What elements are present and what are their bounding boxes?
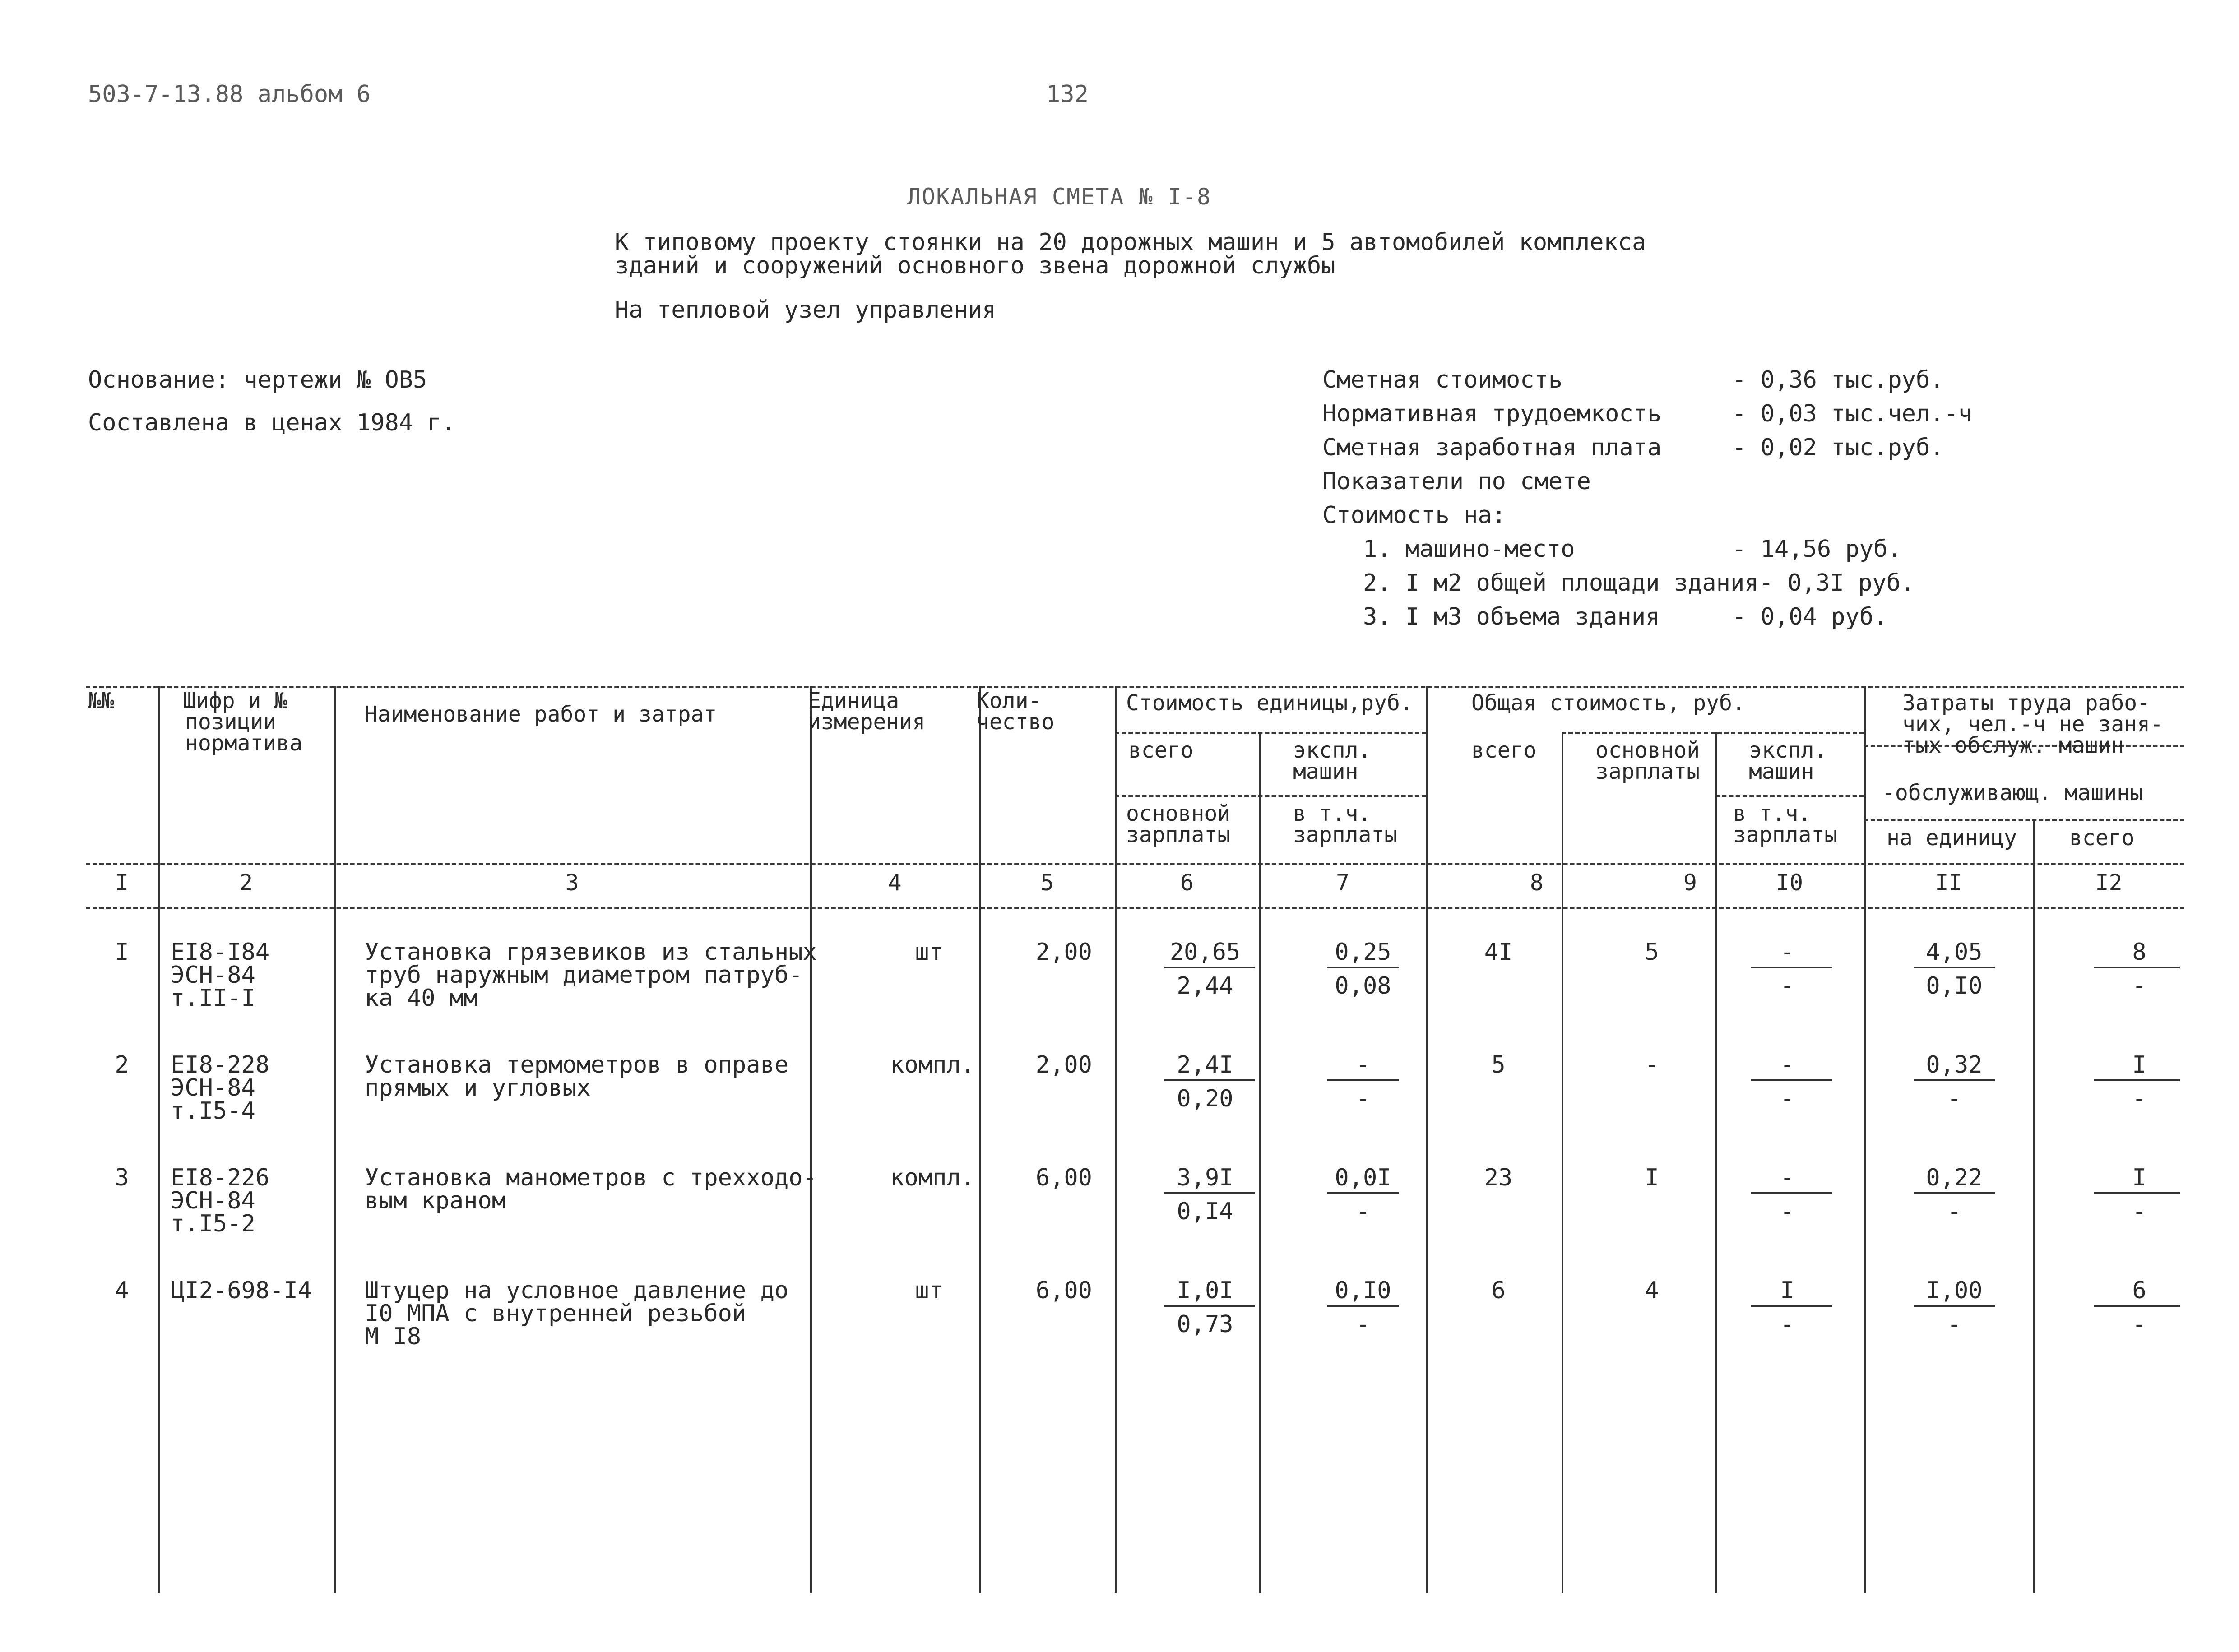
row-unit-wage: 0,73 xyxy=(1177,1311,1233,1338)
col-divider xyxy=(979,686,981,1593)
header-total-wage: зарплаты xyxy=(1595,759,1700,784)
row-labor-unit: 0,22 xyxy=(1926,1164,1983,1191)
colnum-bottom-rule xyxy=(86,907,2184,909)
row-labor-total: I xyxy=(2132,1164,2146,1191)
fraction-bar xyxy=(2094,967,2180,968)
column-number: 4 xyxy=(888,870,902,896)
row-unit-mach: 0,25 xyxy=(1335,939,1391,966)
fraction-bar xyxy=(1914,1079,1995,1081)
indicator-value: - 0,3I руб. xyxy=(1759,569,1915,597)
row-total-wage: I xyxy=(1645,1164,1659,1191)
row-total-wage: 4 xyxy=(1645,1277,1659,1304)
fraction-bar xyxy=(1751,1192,1832,1194)
object-name: На тепловой узел управления xyxy=(615,296,997,324)
header-total-all: всего xyxy=(1471,738,1537,763)
row-unit: компл. xyxy=(890,1164,975,1191)
header-bottom-rule xyxy=(86,863,2184,865)
basis-prices: Составлена в ценах 1984 г. xyxy=(88,409,455,436)
row-work-name: М I8 xyxy=(365,1323,422,1350)
fraction-bar xyxy=(1327,1079,1399,1081)
row-quantity: 6,00 xyxy=(1035,1277,1092,1304)
header-unit-total: всего xyxy=(1128,738,1194,763)
col-divider xyxy=(810,686,812,1593)
row-code: ЭСН-84 xyxy=(171,962,255,989)
row-total-all: 4I xyxy=(1484,939,1513,966)
row-total-incl: - xyxy=(1780,1198,1794,1225)
row-unit-incl: - xyxy=(1356,1085,1370,1112)
row-work-name: Установка термометров в оправе xyxy=(365,1051,789,1078)
row-work-name: вым краном xyxy=(365,1187,506,1214)
row-labor-unit-serv: 0,I0 xyxy=(1926,972,1983,1000)
row-work-name: ка 40 мм xyxy=(365,985,478,1012)
row-work-name: труб наружным диаметром патруб- xyxy=(365,962,803,989)
row-unit-incl: - xyxy=(1356,1311,1370,1338)
row-labor-total-serv: - xyxy=(2132,1085,2146,1112)
total-cost-rule xyxy=(1562,732,1864,734)
row-labor-unit-serv: - xyxy=(1947,1085,1961,1112)
header-total-mach: машин xyxy=(1749,759,1814,784)
row-work-name: I0 МПА с внутренней резьбой xyxy=(365,1300,746,1327)
fraction-bar xyxy=(1751,967,1832,968)
header-labor-serv: -обслуживающ. машины xyxy=(1882,780,2143,805)
row-labor-unit-serv: - xyxy=(1947,1198,1961,1225)
row-unit-wage: 0,I4 xyxy=(1177,1198,1233,1225)
row-unit-mach: - xyxy=(1356,1051,1370,1078)
fraction-bar xyxy=(1164,1192,1255,1194)
indicator-label: 3. I м3 объема здания xyxy=(1363,603,1660,630)
col-divider xyxy=(334,686,336,1593)
header-labor-total: всего xyxy=(2069,825,2135,851)
col-divider xyxy=(1715,732,1717,1593)
subtitle-line-2: зданий и сооружений основного звена дорожной службы xyxy=(615,252,1335,279)
row-labor-unit-serv: - xyxy=(1947,1311,1961,1338)
column-number: II xyxy=(1935,870,1962,896)
subtitle-line-1: К типовому проекту стоянки на 20 дорожных машин и 5 автомобилей комплекса xyxy=(615,229,1646,256)
col-divider xyxy=(1115,686,1117,1593)
row-total-all: 23 xyxy=(1484,1164,1513,1191)
column-number: 6 xyxy=(1180,870,1194,896)
estimate-title: ЛОКАЛЬНАЯ СМЕТА № I-8 xyxy=(907,184,1212,210)
column-number: I0 xyxy=(1775,870,1803,896)
indicator-label: 2. I м2 общей площади здания xyxy=(1363,569,1759,597)
row-unit-total: I,0I xyxy=(1177,1277,1233,1304)
header-quantity: Коли- xyxy=(976,688,1042,713)
row-labor-total-serv: - xyxy=(2132,972,2146,1000)
row-code: т.I5-4 xyxy=(171,1097,255,1124)
header-work-name: Наименование работ и затрат xyxy=(365,702,717,727)
column-number: I2 xyxy=(2095,870,2123,896)
row-code: ЕI8-228 xyxy=(171,1051,270,1078)
row-total-mach: I xyxy=(1780,1277,1794,1304)
row-code: ЕI8-I84 xyxy=(171,939,270,966)
header-labor-unit: на единицу xyxy=(1887,825,2017,851)
fraction-bar xyxy=(1914,967,1995,968)
header-unit-cost: Стоимость единицы,руб. xyxy=(1126,690,1413,716)
row-number: I xyxy=(115,939,129,966)
header-quantity: чество xyxy=(976,709,1055,735)
col-divider xyxy=(2033,819,2035,1593)
fraction-bar xyxy=(1751,1079,1832,1081)
header-unit-mach: машин xyxy=(1293,759,1358,784)
header-labor: Затраты труда рабо- xyxy=(1902,690,2151,716)
row-labor-unit: 4,05 xyxy=(1926,939,1983,966)
header-unit-wage: основной xyxy=(1126,801,1231,826)
row-unit-mach: 0,I0 xyxy=(1335,1277,1391,1304)
header-labor: тых обслуж. машин xyxy=(1902,733,2124,758)
row-total-mach: - xyxy=(1780,1051,1794,1078)
header-total-mach: экспл. xyxy=(1749,738,1827,763)
fraction-bar xyxy=(1327,1305,1399,1307)
fraction-bar xyxy=(1914,1192,1995,1194)
indicator-value: - 0,04 руб. xyxy=(1732,603,1888,630)
header-unit-incl: зарплаты xyxy=(1293,822,1398,847)
row-work-name: Установка манометров с трехходо- xyxy=(365,1164,817,1191)
header-total-cost: Общая стоимость, руб. xyxy=(1471,690,1745,716)
row-code: ЦI2-698-I4 xyxy=(171,1277,312,1304)
header-number: №№ xyxy=(88,688,114,713)
row-total-mach: - xyxy=(1780,1164,1794,1191)
labor-rule-2 xyxy=(1864,819,2184,821)
row-labor-unit: I,00 xyxy=(1926,1277,1983,1304)
row-quantity: 2,00 xyxy=(1035,939,1092,966)
fraction-bar xyxy=(1327,1192,1399,1194)
row-total-incl: - xyxy=(1780,1311,1794,1338)
row-work-name: Установка грязевиков из стальных xyxy=(365,939,817,966)
header-code: Шифр и № xyxy=(183,688,287,713)
column-number: 8 xyxy=(1530,870,1544,896)
row-quantity: 6,00 xyxy=(1035,1164,1092,1191)
header-code: норматива xyxy=(185,731,303,756)
header-labor: чих, чел.-ч не заня- xyxy=(1902,712,2163,737)
page-number: 132 xyxy=(1046,81,1089,108)
row-number: 2 xyxy=(115,1051,129,1078)
summary-label: Нормативная трудоемкость xyxy=(1322,400,1662,427)
header-unit: Единица xyxy=(808,688,899,713)
fraction-bar xyxy=(1327,967,1399,968)
row-total-mach: - xyxy=(1780,939,1794,966)
fraction-bar xyxy=(1914,1305,1995,1307)
fraction-bar xyxy=(2094,1305,2180,1307)
row-number: 3 xyxy=(115,1164,129,1191)
indicator-label: 1. машино-место xyxy=(1363,536,1575,563)
row-code: т.II-I xyxy=(171,985,255,1012)
summary-value: - 0,02 тыс.руб. xyxy=(1732,434,1944,461)
row-labor-unit: 0,32 xyxy=(1926,1051,1983,1078)
summary-label: Сметная стоимость xyxy=(1322,366,1563,393)
row-code: т.I5-2 xyxy=(171,1210,255,1237)
header-unit-wage: зарплаты xyxy=(1126,822,1231,847)
row-total-wage: 5 xyxy=(1645,939,1659,966)
fraction-bar xyxy=(1164,1079,1255,1081)
row-unit-total: 3,9I xyxy=(1177,1164,1233,1191)
row-unit-incl: - xyxy=(1356,1198,1370,1225)
fraction-bar xyxy=(1164,1305,1255,1307)
row-labor-total: 6 xyxy=(2132,1277,2146,1304)
column-number: 2 xyxy=(239,870,253,896)
row-total-incl: - xyxy=(1780,972,1794,1000)
row-labor-total-serv: - xyxy=(2132,1198,2146,1225)
col-divider xyxy=(158,686,160,1593)
row-labor-total-serv: - xyxy=(2132,1311,2146,1338)
row-labor-total: I xyxy=(2132,1051,2146,1078)
col-divider xyxy=(1864,686,1866,1593)
row-unit-mach: 0,0I xyxy=(1335,1164,1391,1191)
col-divider xyxy=(1259,732,1261,1593)
row-unit-wage: 0,20 xyxy=(1177,1085,1233,1112)
header-total-incl: в т.ч. xyxy=(1733,801,1812,826)
row-number: 4 xyxy=(115,1277,129,1304)
row-unit-total: 20,65 xyxy=(1169,939,1241,966)
row-unit: компл. xyxy=(890,1051,975,1078)
column-number: 5 xyxy=(1040,870,1054,896)
summary-value: - 0,03 тыс.чел.-ч xyxy=(1732,400,1973,427)
header-code: позиции xyxy=(185,709,277,735)
summary-label: Стоимость на: xyxy=(1322,502,1506,529)
row-code: ЭСН-84 xyxy=(171,1187,255,1214)
row-unit-total: 2,4I xyxy=(1177,1051,1233,1078)
basis-drawings: Основание: чертежи № ОВ5 xyxy=(88,366,427,393)
table-top-rule xyxy=(86,686,2184,688)
row-total-all: 6 xyxy=(1491,1277,1506,1304)
fraction-bar xyxy=(1164,967,1255,968)
unit-cost-rule xyxy=(1115,732,1426,734)
summary-value: - 0,36 тыс.руб. xyxy=(1732,366,1944,393)
header-unit-incl: в т.ч. xyxy=(1293,801,1372,826)
summary-label: Сметная заработная плата xyxy=(1322,434,1662,461)
row-work-name: Штуцер на условное давление до xyxy=(365,1277,789,1304)
header-unit-mach: экспл. xyxy=(1293,738,1372,763)
row-code: ЕI8-226 xyxy=(171,1164,270,1191)
row-work-name: прямых и угловых xyxy=(365,1074,591,1101)
indicator-value: - 14,56 руб. xyxy=(1732,536,1902,563)
unit-sub-rule xyxy=(1115,795,1426,797)
row-code: ЭСН-84 xyxy=(171,1074,255,1101)
row-total-wage: - xyxy=(1645,1051,1659,1078)
col-divider xyxy=(1562,732,1563,1593)
document-code: 503-7-13.88 альбом 6 xyxy=(88,81,371,108)
row-labor-total: 8 xyxy=(2132,939,2146,966)
column-number: 3 xyxy=(565,870,579,896)
fraction-bar xyxy=(1751,1305,1832,1307)
header-total-wage: основной xyxy=(1595,738,1700,763)
summary-label: Показатели по смете xyxy=(1322,468,1591,495)
row-total-incl: - xyxy=(1780,1085,1794,1112)
header-unit: измерения xyxy=(808,709,926,735)
row-unit: шт xyxy=(915,939,943,966)
col-divider xyxy=(1426,686,1428,1593)
column-number: 7 xyxy=(1335,870,1350,896)
fraction-bar xyxy=(2094,1192,2180,1194)
row-unit-wage: 2,44 xyxy=(1177,972,1233,1000)
column-number: I xyxy=(115,870,129,896)
column-number: 9 xyxy=(1683,870,1697,896)
header-total-incl: зарплаты xyxy=(1733,822,1838,847)
row-quantity: 2,00 xyxy=(1035,1051,1092,1078)
row-unit: шт xyxy=(915,1277,943,1304)
row-unit-incl: 0,08 xyxy=(1335,972,1391,1000)
row-total-all: 5 xyxy=(1491,1051,1506,1078)
fraction-bar xyxy=(2094,1079,2180,1081)
total-mach-sub-rule xyxy=(1715,795,1864,797)
